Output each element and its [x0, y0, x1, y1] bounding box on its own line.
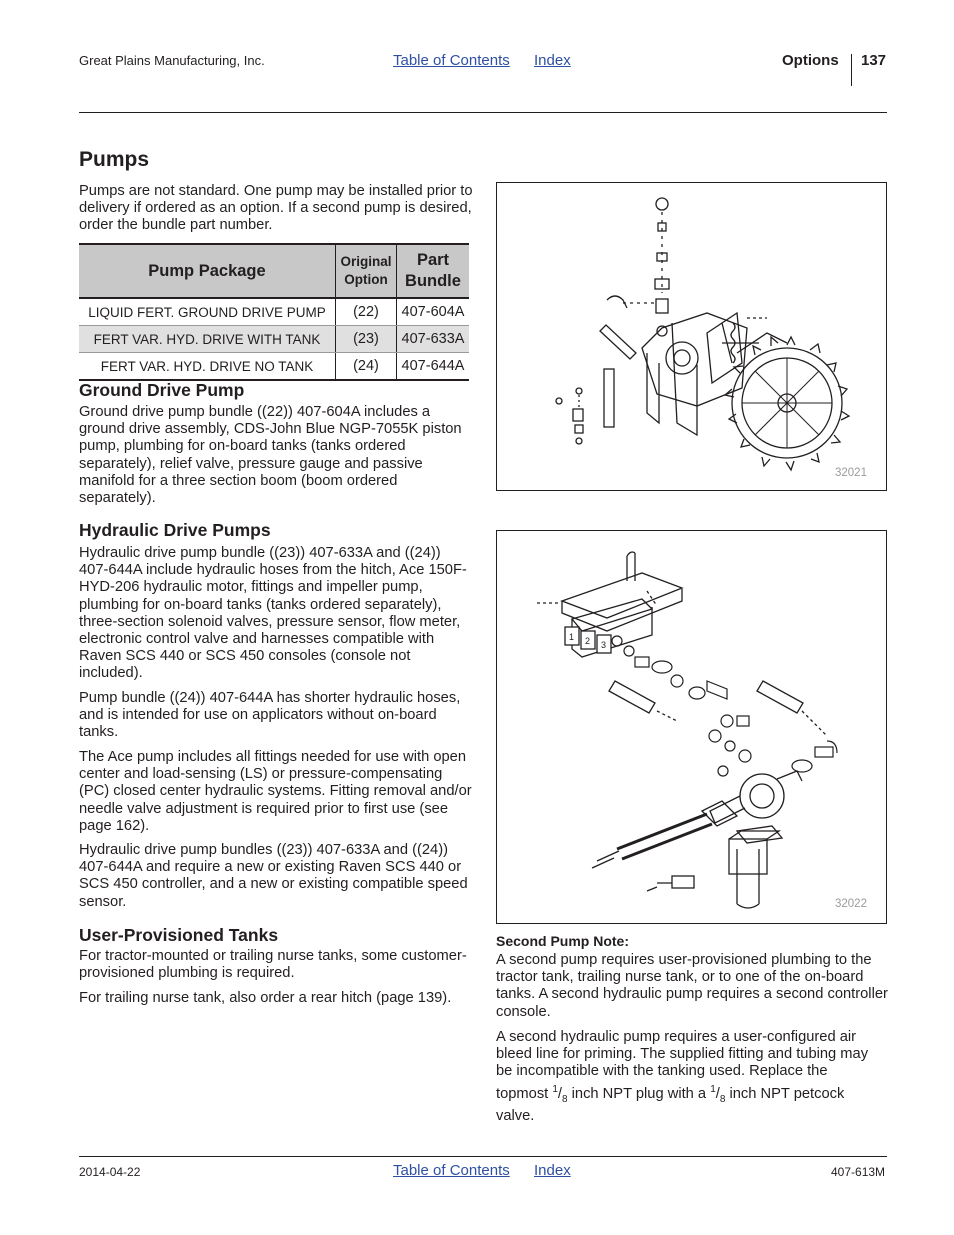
col-part-bundle — [397, 244, 470, 298]
valve-1-label: 1 — [569, 632, 575, 642]
valve-3-label: 3 — [601, 640, 607, 650]
footer-toc-link[interactable]: Table of Contents — [393, 1162, 510, 1179]
hydraulic-paragraph-1: Hydraulic drive pump bundle ((23)) 407-633A and ((24)) 407-644A include hydraulic hoses from the hitch, Ace 150F-HYD-206 hydraulic motor, fittings and impeller pump, plumbing for on-board tanks (tanks ordered separately), three-section solenoid valves, pressure sensor, flow meter, electronic control valve and harnesses compatible with Raven SCS 440 or SCS 450 consoles (console not included). — [79, 545, 467, 682]
col-option-line2: Option — [344, 272, 388, 287]
hydraulic-heading: Hydraulic Drive Pumps — [79, 520, 271, 540]
col-bundle-line1: Part — [416, 251, 450, 269]
second-pump-line: be incompatible with the tanking used. Replace the — [496, 1063, 828, 1080]
cell-bundle: 407-644A — [397, 353, 470, 381]
col-pump-package: Pump Package — [79, 244, 336, 298]
table-row — [79, 326, 469, 353]
page-title: Pumps — [79, 148, 150, 171]
second-pump-paragraph-2 — [496, 1029, 888, 1125]
footer-date: 2014-04-22 — [79, 1165, 141, 1179]
figure-1-number: 32021 — [835, 467, 867, 479]
cell-package: LIQUID FERT. GROUND DRIVE PUMP — [79, 298, 336, 326]
second-pump-line: A second hydraulic pump requires a user-configured air — [496, 1029, 857, 1045]
figure-ground-drive-pump — [496, 182, 887, 491]
company-name: Great Plains Manufacturing, Inc. — [79, 53, 265, 68]
header-rule — [79, 112, 887, 113]
ground-drive-pump-illustration — [497, 183, 886, 490]
section-name: Options — [782, 52, 839, 69]
second-pump-line: bleed line for priming. The supplied fitting and tubing may — [496, 1046, 869, 1063]
valve-2-label: 2 — [585, 636, 591, 646]
hydraulic-paragraph-3: The Ace pump includes all fittings needed for use with open center and load-sensing (LS) or pressure-compensating (PC) closed center hydraulic systems. Fitting removal and/or needle valve adjustment is required prior to first use (see page 162). — [79, 749, 472, 834]
footer-doc-number: 407-613M — [831, 1165, 886, 1179]
user-tanks-heading: User-Provisioned Tanks — [79, 925, 279, 945]
table-row — [79, 298, 469, 326]
col-bundle-line2: Bundle — [405, 272, 461, 290]
footer-rule — [79, 1156, 887, 1157]
header-index-link[interactable]: Index — [534, 52, 571, 69]
text-topmost: topmost — [496, 1085, 549, 1102]
second-pump-line: valve. — [496, 1107, 535, 1124]
second-pump-paragraph-1: A second pump requires user-provisioned plumbing to the tractor tank, trailing nurse tank, or to one of the on-board tanks. A second hydraulic pump requires a second controller console. — [496, 952, 888, 1020]
cell-bundle: 407-604A — [397, 298, 470, 326]
hydraulic-paragraph-4: Hydraulic drive pump bundles ((23)) 407-633A and ((24)) 407-644A and require a new or existing Raven SCS 440 or SCS 450 controller, and a new or existing compatible speed sensor. — [79, 842, 468, 910]
hydraulic-paragraph-2: Pump bundle ((24)) 407-644A has shorter hydraulic hoses, and is intended for use on applicators without on-board tanks. — [79, 690, 461, 741]
cell-option: (24) — [336, 353, 397, 381]
fraction-numerator: 1 — [710, 1083, 716, 1095]
table-header-row — [79, 244, 469, 298]
figure-2-number: 32022 — [835, 898, 867, 910]
intro-paragraph: Pumps are not standard. One pump may be installed prior to delivery if ordered as an option. If a second pump is desired, order the bundle part number. — [79, 183, 473, 234]
fraction-denominator: 8 — [562, 1093, 568, 1105]
fraction-denominator: 8 — [719, 1093, 726, 1105]
page-number: 137 — [861, 52, 887, 69]
col-option-line1: Original — [340, 254, 392, 269]
cell-package: FERT VAR. HYD. DRIVE NO TANK — [79, 353, 336, 381]
user-tanks-paragraph-2: For trailing nurse tank, also order a rear hitch (page 139). — [79, 990, 452, 1006]
ground-drive-heading: Ground Drive Pump — [79, 380, 245, 400]
header-divider — [851, 54, 852, 86]
cell-option: (22) — [336, 298, 397, 326]
user-tanks-paragraph-1: For tractor-mounted or trailing nurse tanks, some customer-provisioned plumbing is required. — [79, 948, 467, 982]
second-pump-fraction-line: topmost $^1/_8$ inch NPT plug with a $^1/_8$ inch NPT petcock — [496, 1083, 845, 1105]
col-original-option — [336, 244, 397, 298]
second-pump-heading: Second Pump Note: — [496, 933, 630, 949]
fraction-numerator: 1 — [552, 1083, 558, 1095]
ground-drive-paragraph: Ground drive pump bundle ((22)) 407-604A includes a ground drive assembly, CDS-John Blue NGP-7055K piston pump, plumbing for on-board tanks (tanks ordered separately), relief valve, pressure gauge and passive manifold for a three section boom (boom ordered separately). — [79, 404, 462, 507]
pump-table — [79, 243, 469, 381]
cell-option: (23) — [336, 326, 397, 353]
table-row — [79, 353, 469, 381]
figure-hydraulic-drive-pump — [496, 530, 887, 924]
cell-package: FERT VAR. HYD. DRIVE WITH TANK — [79, 326, 336, 353]
cell-bundle: 407-633A — [397, 326, 470, 353]
text-end: inch NPT petcock — [729, 1085, 845, 1102]
footer-index-link[interactable]: Index — [534, 1162, 571, 1179]
header-toc-link[interactable]: Table of Contents — [393, 52, 510, 69]
text-middle: inch NPT plug with a — [571, 1085, 707, 1102]
hydraulic-drive-pump-illustration — [497, 531, 886, 923]
